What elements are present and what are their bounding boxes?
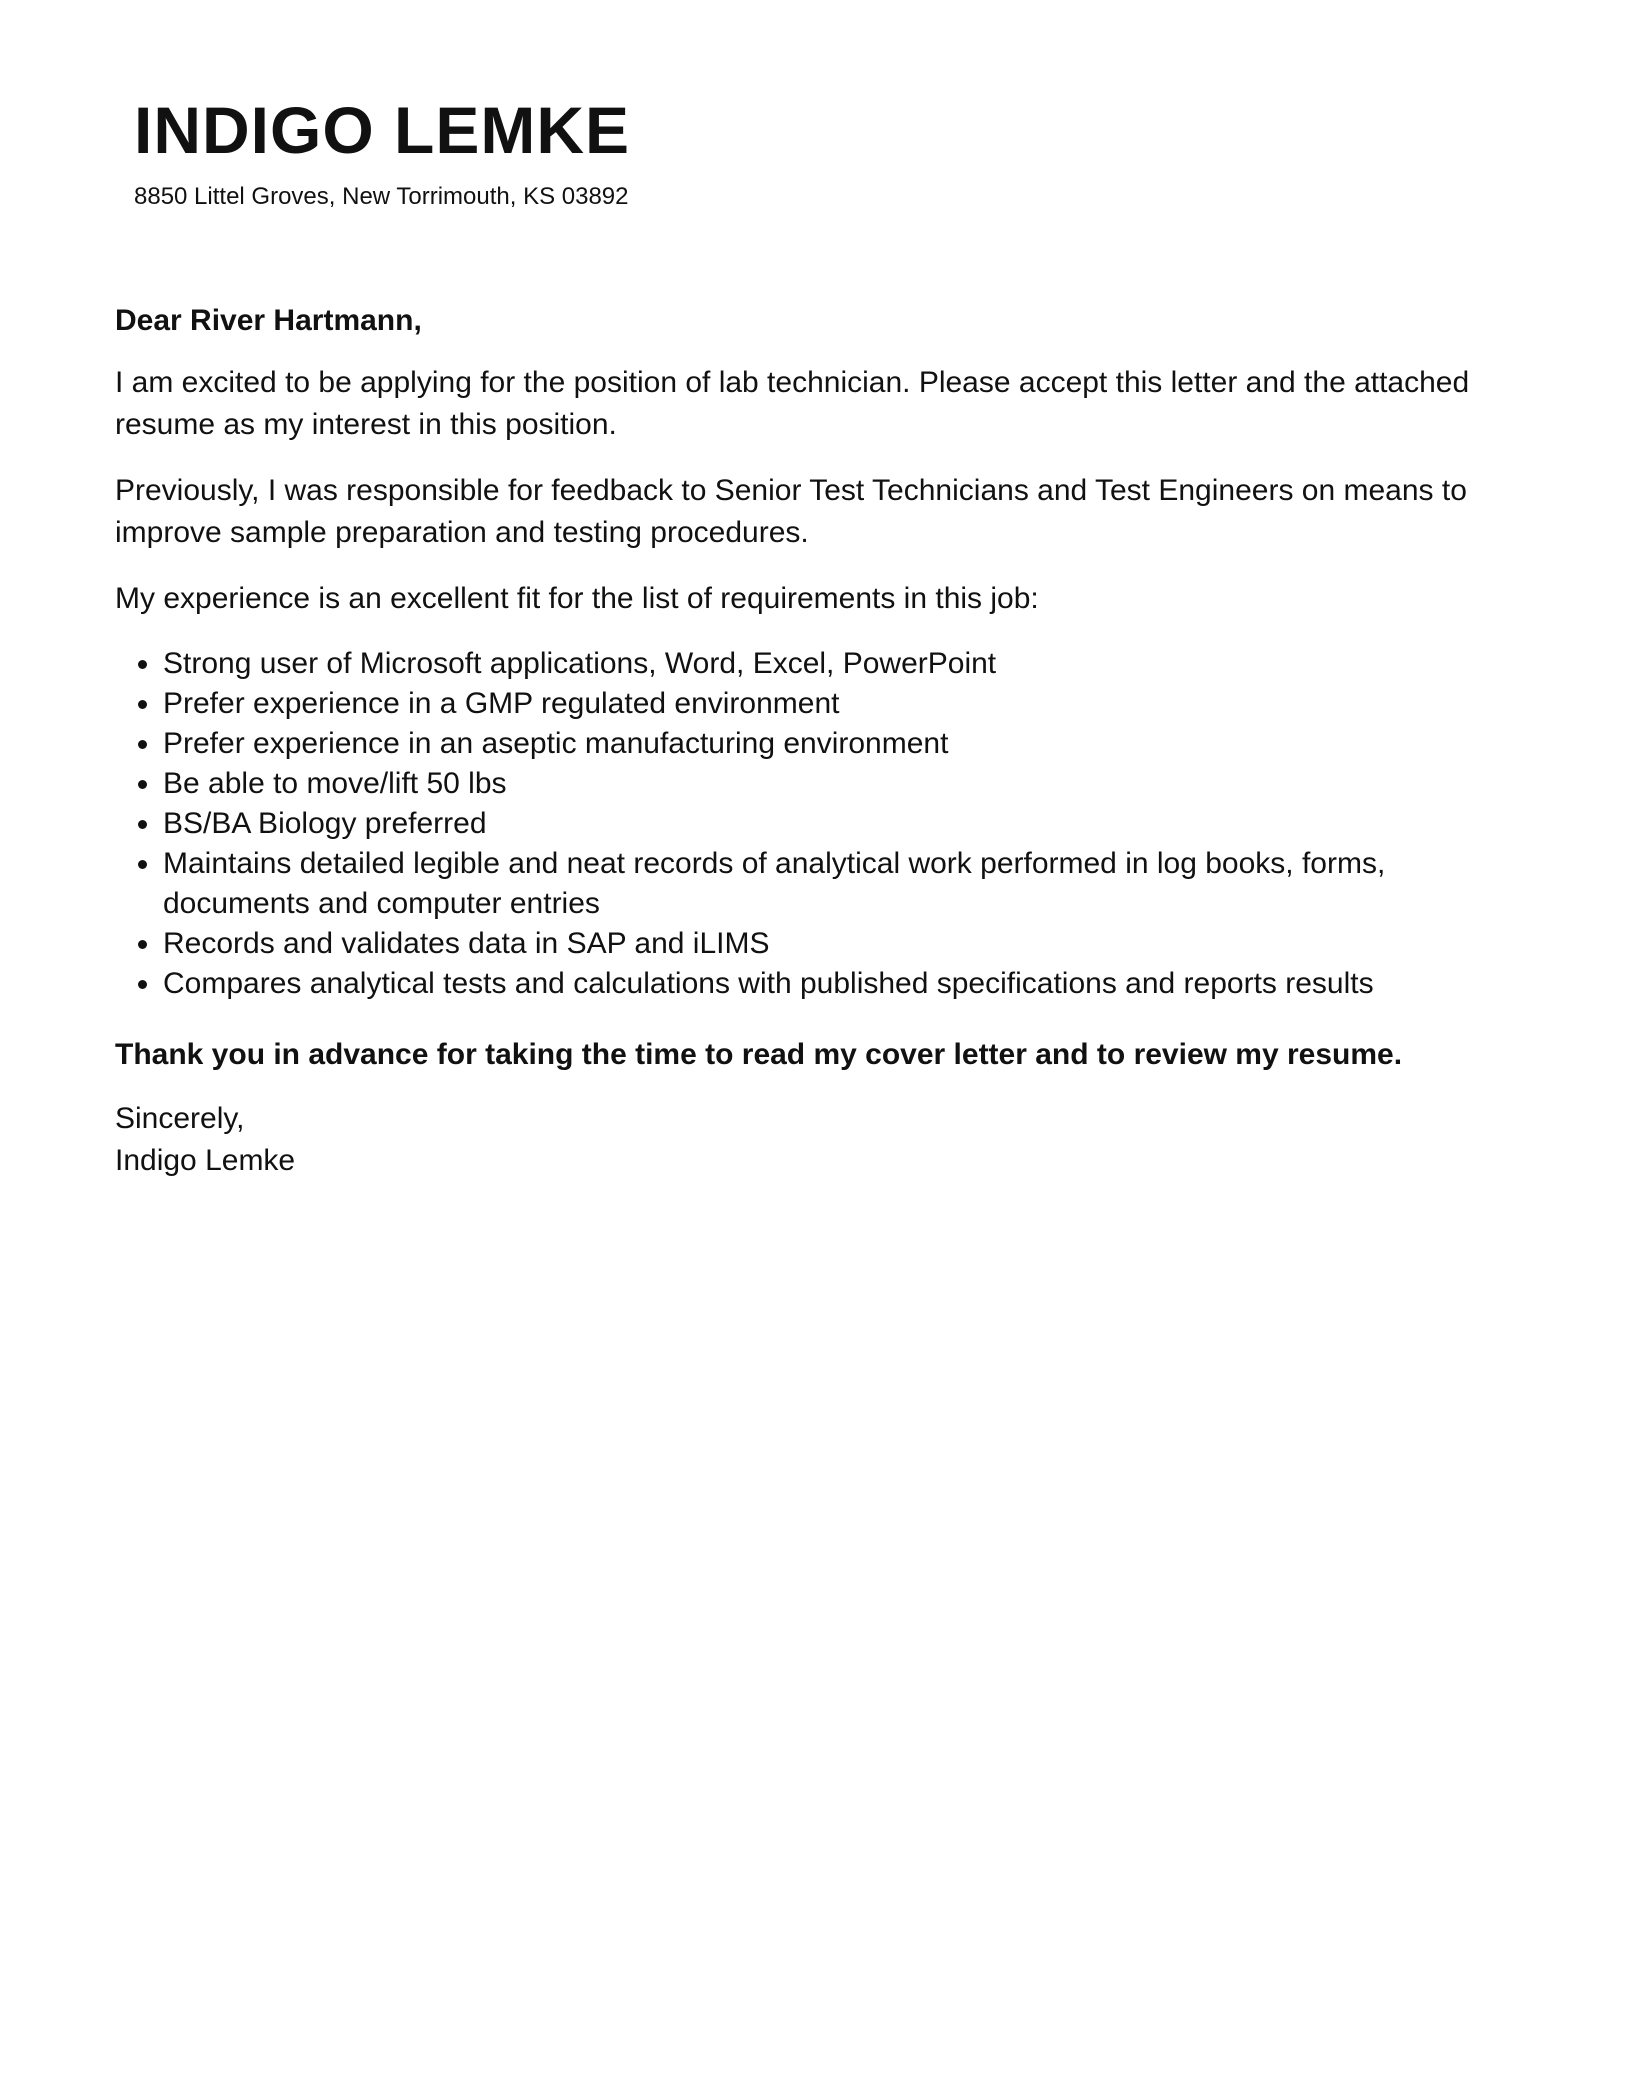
list-item-text: Compares analytical tests and calculations with published specifications and reports results	[163, 967, 1374, 1000]
letter-header	[134, 92, 630, 212]
list-item	[163, 844, 1515, 924]
bullet-icon	[138, 660, 147, 669]
experience-paragraph: Previously, I was responsible for feedback to Senior Test Technicians and Test Engineers on means to improve sample preparation and testing procedures.	[115, 474, 1467, 549]
closing: Sincerely,	[115, 1102, 245, 1135]
list-item	[163, 964, 1515, 1004]
bullet-icon	[138, 740, 147, 749]
bullet-icon	[138, 780, 147, 789]
requirements-list	[115, 644, 1515, 1004]
list-item	[163, 804, 1515, 844]
applicant-address: 8850 Littel Groves, New Torrimouth, KS 03892	[134, 183, 629, 210]
list-item-text: Maintains detailed legible and neat records of analytical work performed in log books, forms, documents and computer entries	[163, 847, 1386, 920]
list-item	[163, 924, 1515, 964]
salutation: Dear River Hartmann,	[115, 304, 422, 337]
list-item-text: Prefer experience in a GMP regulated environment	[163, 687, 840, 720]
list-item-text: Strong user of Microsoft applications, Word, Excel, PowerPoint	[163, 647, 997, 680]
list-item	[163, 644, 1515, 684]
applicant-name: INDIGO LEMKE	[134, 93, 631, 167]
letter-body	[115, 300, 1515, 1182]
bullet-icon	[138, 820, 147, 829]
list-item-text: Records and validates data in SAP and iLIMS	[163, 927, 770, 960]
thank-you-line: Thank you in advance for taking the time to read my cover letter and to review my resume.	[115, 1038, 1403, 1071]
signature: Indigo Lemke	[115, 1144, 296, 1177]
list-item	[163, 764, 1515, 804]
list-item-text: Be able to move/lift 50 lbs	[163, 767, 507, 800]
bullet-icon	[138, 980, 147, 989]
intro-paragraph: I am excited to be applying for the position of lab technician. Please accept this letter and the attached resume as my interest in this position.	[115, 366, 1470, 441]
requirements-intro: My experience is an excellent fit for the list of requirements in this job:	[115, 582, 1039, 615]
list-item-text: Prefer experience in an aseptic manufacturing environment	[163, 727, 949, 760]
list-item-text: BS/BA Biology preferred	[163, 807, 487, 840]
bullet-icon	[138, 940, 147, 949]
bullet-icon	[138, 860, 147, 869]
list-item	[163, 724, 1515, 764]
list-item	[163, 684, 1515, 724]
bullet-icon	[138, 700, 147, 709]
